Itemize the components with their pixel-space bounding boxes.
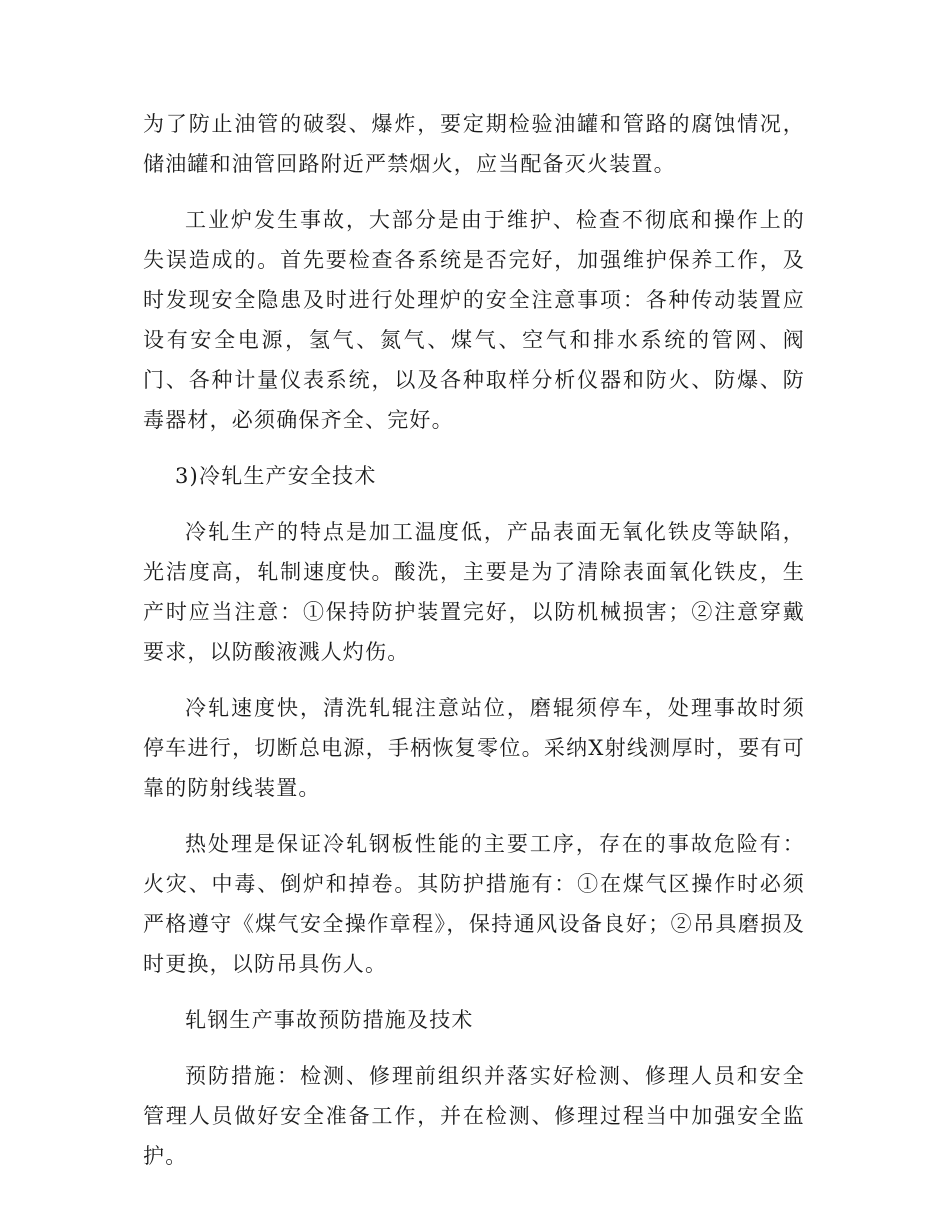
paragraph-oil-pipe-safety: 为了防止油管的破裂、爆炸，要定期检验油罐和管路的腐蚀情况，储油罐和油管回路附近严禁烟火，应当配备灭火装置。 [143,112,805,176]
paragraph-cold-rolling-features: 冷轧生产的特点是加工温度低，产品表面无氧化铁皮等缺陷，光洁度高，轧制速度快。酸洗，主要是为了清除表面氧化铁皮，生产时应当注意：①保持防护装置完好，以防机械损害；②注意穿戴要求，以防酸液溅人灼伤。 [143,520,805,664]
paragraph-cold-rolling-speed: 冷轧速度快，清洗轧辊注意站位，磨辊须停车，处理事故时须停车进行，切断总电源，手柄恢复零位。采纳X射线测厚时，要有可靠的防射线装置。 [143,696,805,800]
section-heading-accident-prevention: 轧钢生产事故预防措施及技术 [185,1008,474,1032]
paragraph-prevention-measures: 预防措施：检测、修理前组织并落实好检测、修理人员和安全管理人员做好安全准备工作，并在检测、修理过程当中加强安全监护。 [143,1064,805,1168]
paragraph-industrial-furnace: 工业炉发生事故，大部分是由于维护、检查不彻底和操作上的失误造成的。首先要检查各系统是否完好，加强维护保养工作，及时发现安全隐患及时进行处理炉的安全注意事项：各种传动装置应设有安全电源，氢气、氮气、煤气、空气和排水系统的管网、阀门、各种计量仪表系统，以及各种取样分析仪器和防火、防爆、防毒器材，必须确保齐全、完好。 [143,208,805,432]
document-page [143,104,805,1192]
paragraph-heat-treatment: 热处理是保证冷轧钢板性能的主要工序，存在的事故危险有：火灾、中毒、倒炉和掉卷。其防护措施有：①在煤气区操作时必须严格遵守《煤气安全操作章程》，保持通风设备良好；②吊具磨损及时更换，以防吊具伤人。 [143,832,805,976]
section-heading-cold-rolling: 3)冷轧生产安全技术 [175,464,377,488]
